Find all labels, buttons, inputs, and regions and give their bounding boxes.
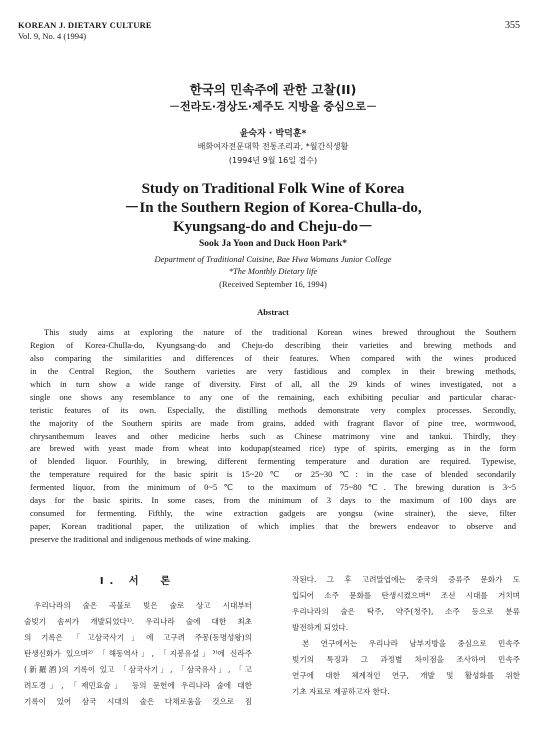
body-line: 우리나라의 술은 곡물로 빚은 술로 상고 시대부터: [34, 601, 252, 610]
body-line: 기록이 있어 삼국 시대의 술은 다채로움을 것으로 짐: [24, 697, 252, 706]
body-line: 려도경」, 「제민요술」 등의 문헌에 우리나라 술에 대한: [24, 681, 252, 690]
abstract-line: consumed for fermenting. Fifthly, the wine extraction gadgets are yongsu (wine strainer), the sieve, filter: [30, 508, 516, 519]
body-line: 의 기록은 「고삼국사기」에 고구려 주몽(동명성왕)의: [24, 633, 252, 642]
body-line: 탄생신화가 있으며²⁾ 「해동역사」, 「지봉유설」³⁾에 신라주: [24, 649, 252, 658]
journal-volume: Vol. 9, No. 4 (1994): [18, 31, 87, 41]
abstract-line: teristic features of its own. Especially, the distilling methods demonstrate very complex processes. Secondly,: [30, 404, 516, 415]
korean-subtitle: －전라도·경상도·제주도 지방을 중심으로－: [168, 100, 378, 113]
english-title-line: －In the Southern Region of Korea-Chulla-do,: [124, 200, 422, 216]
journal-header: [18, 20, 152, 42]
korean-authors: 윤숙자 · 박덕훈*: [239, 129, 307, 139]
english-authors: Sook Ja Yoon and Duck Hoon Park*: [199, 239, 347, 249]
abstract-line: preserve the traditional and indigenous methods of wine making.: [30, 534, 251, 544]
journal-name: KOREAN J. DIETARY CULTURE: [18, 20, 152, 30]
abstract-line: of blended liquor. Fourthly, in brewing, different fermenting temperature and duration are required. Typewise,: [30, 456, 516, 467]
body-line: 기초 자료로 제공하고자 한다.: [292, 687, 390, 696]
abstract-line: the majority of the Southern spirits are made from grains, added with fragrant flavor of pine tree, wormwood,: [30, 417, 516, 428]
body-column-left: [24, 598, 252, 710]
abstract-line: are brewed with yeast made from wheat into kodupap(steamed rice) type of spirits, emerging as in the form: [30, 443, 516, 454]
abstract-line: This study aims at exploring the nature of the traditional Korean wines brewed throughout the Southern: [44, 327, 516, 337]
abstract-line: also comparing the similarities and differences of their features. When compared with the wines produced: [30, 352, 516, 363]
abstract-line: the temperature required for the basic spirit is 15~20℃ or 25~30℃: in the case of blended secondarily: [30, 469, 516, 480]
page-number: 355: [505, 20, 520, 31]
korean-affiliation: 배화여자전문대학 전통조리과, *월간식생활: [197, 142, 349, 151]
abstract-line: fermented liquor, from the minimum of 0~5℃ to the maximum of 75~80℃. The brewing duration is 3~5: [30, 482, 516, 493]
section-heading: I. 서 론: [99, 576, 177, 587]
abstract-line: which in turn show a wide range of diversity. First of all, all the 29 kinds of wines investigated, not a: [30, 378, 516, 389]
affiliation-line: *The Monthly Dietary life: [228, 266, 318, 276]
english-title-line: Kyungsang-do and Cheju-do－: [172, 219, 374, 235]
abstract-body: [30, 326, 516, 546]
body-line: 우리나라의 술은 탁주, 약주(청주), 소주 등으로 분류: [292, 607, 520, 616]
english-title: [0, 180, 546, 237]
english-affiliation: [0, 253, 546, 277]
english-title-line: Study on Traditional Folk Wine of Korea: [141, 181, 405, 197]
body-line: 빚기의 특징과 그 과정별 차이점을 조사하여 민속주: [292, 655, 520, 664]
body-line: 본 연구에서는 우리나라 남부지방을 중심으로 민속주: [302, 639, 520, 648]
body-line: 작된다. 그 후 고려말엽에는 중국의 증류주 문화가 도: [292, 575, 520, 584]
affiliation-line: Department of Traditional Cuisine, Bae Hwa Womans Junior College: [154, 254, 392, 264]
korean-title: 한국의 민속주에 관한 고찰(II): [189, 82, 357, 97]
body-line: 연구에 대한 체계적인 연구, 개발 및 활성화를 위한: [292, 671, 520, 680]
abstract-line: in the Central Region, the Southern varieties are very fastidious and complex in their brewing methods,: [30, 365, 516, 376]
body-line: 입되어 소주 문화를 탄생시켰으며⁴⁾ 조선 시대를 거치며: [292, 591, 520, 600]
abstract-line: days for the basic spirits. In some cases, from the minimum of 3 days to the maximum of 100 days are: [30, 495, 516, 506]
english-received-date: (Received September 16, 1994): [219, 279, 327, 289]
body-line: 발전하게 되었다.: [292, 623, 349, 632]
abstract-line: Region of Korea-Chulla-do, Kyungsang-do and Cheju-do describing their varieties and brewing methods and: [30, 339, 516, 350]
abstract-heading: Abstract: [257, 307, 289, 317]
abstract-line: single one shows any resemblance to any one of the remaining, each exhibiting peculiar and particular charac-: [30, 391, 516, 402]
body-line: (新羅酒)의 기록이 있고 「삼국사기」, 「삼국유사」, 「고: [24, 665, 252, 674]
korean-received-date: (1994년 9월 16일 접수): [228, 156, 318, 165]
abstract-line: paper, Korean traditional paper, the utilization of which implies that the brewers endeavor to observe and: [30, 521, 516, 532]
abstract-line: chrysanthemum leaves and other medicine herbs such as Chinese matrimony vine and tankui. Thirdly, they: [30, 430, 516, 441]
body-line: 술빚기 솜씨가 개발되었다¹⁾. 우리나라 술에 대한 최초: [24, 617, 252, 626]
body-column-right: [292, 572, 520, 700]
